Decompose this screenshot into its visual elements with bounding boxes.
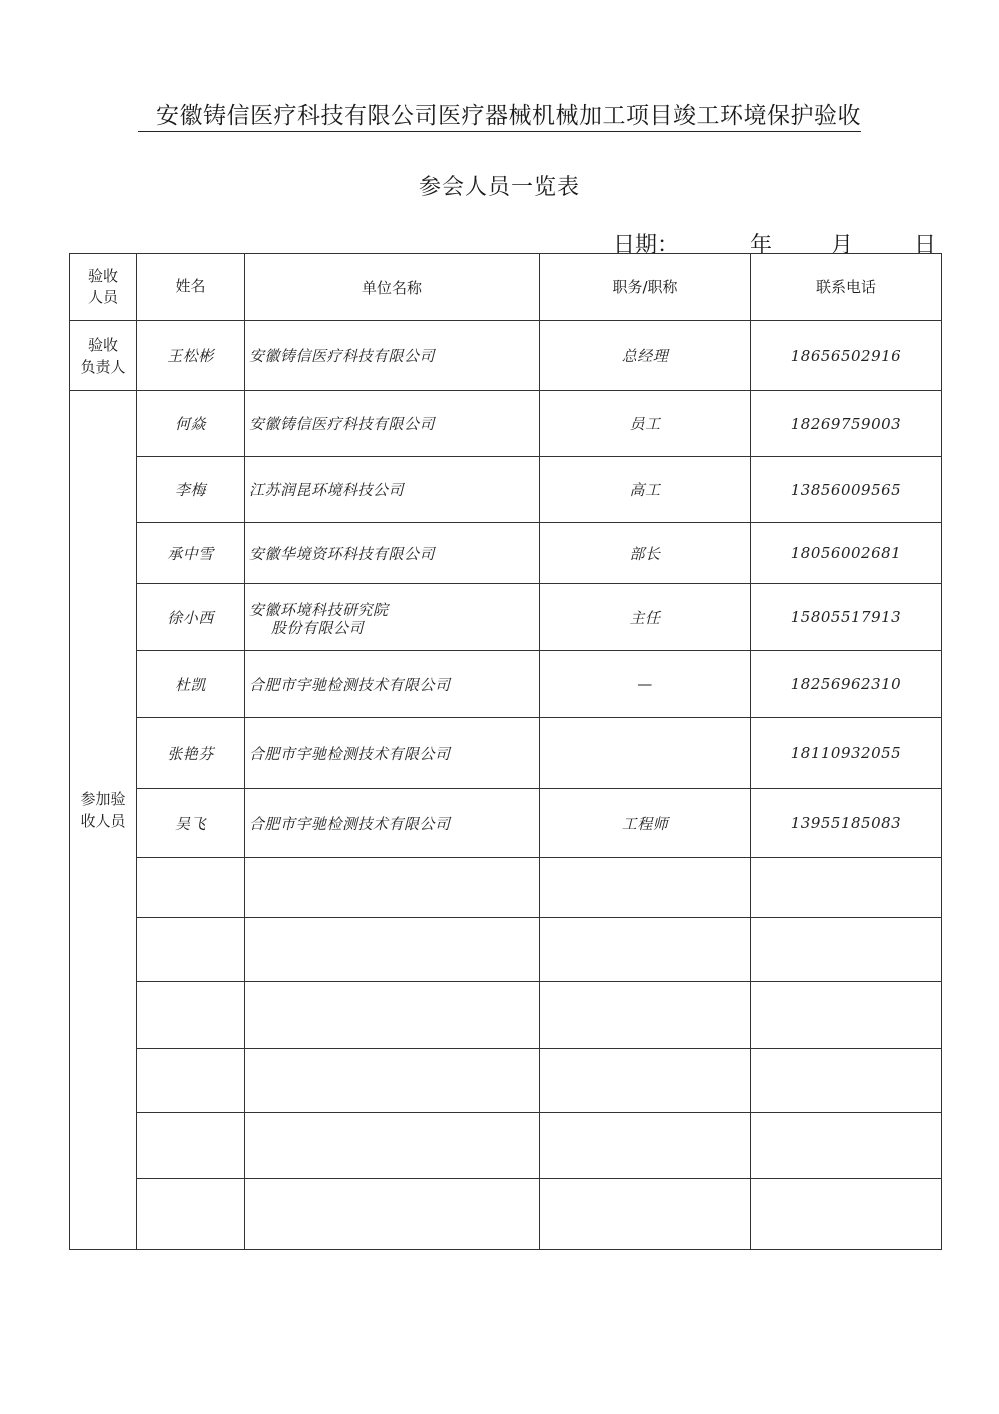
- participant-unit-text: 合肥市宇驰检测技术有限公司: [249, 744, 451, 763]
- participant-phone-text: 13955185083: [790, 814, 902, 832]
- participant-name-text: 徐小西: [167, 608, 214, 627]
- participant-unit: [245, 523, 540, 584]
- participant-phone: [751, 858, 942, 918]
- participant-phone: [751, 1049, 942, 1113]
- participant-phone: [751, 982, 942, 1049]
- participant-position: [540, 651, 751, 718]
- participant-name-text: 李梅: [174, 481, 206, 499]
- participant-position: [540, 584, 751, 651]
- participant-phone: [751, 651, 942, 718]
- header-group: [70, 254, 137, 321]
- participant-name: [137, 858, 245, 918]
- participant-label: 参加验 收人员: [70, 391, 137, 1250]
- table-row: [70, 523, 942, 584]
- participant-name: [137, 718, 245, 789]
- participant-name-text: 承中雪: [167, 544, 214, 563]
- participant-phone: [751, 391, 942, 457]
- participant-phone-text: 18056002681: [790, 544, 902, 562]
- participant-position: [540, 858, 751, 918]
- date-label: 日期：: [613, 233, 680, 258]
- participant-unit: [245, 584, 540, 651]
- participant-position: [540, 918, 751, 982]
- participant-name-text: 张艳芬: [167, 744, 214, 763]
- participant-position: [540, 1113, 751, 1179]
- table-row: [70, 1113, 942, 1179]
- leader-unit: 安徽铸信医疗科技有限公司: [245, 321, 540, 391]
- participant-phone: [751, 1179, 942, 1250]
- participant-unit: [245, 651, 540, 718]
- participant-phone: [751, 789, 942, 858]
- table-row: [70, 918, 942, 982]
- participant-name: [137, 391, 245, 457]
- participant-unit-text: 合肥市宇驰检测技术有限公司: [249, 675, 451, 694]
- participant-unit: [245, 1113, 540, 1179]
- participant-name-text: 吴飞: [174, 814, 206, 833]
- participant-phone: [751, 918, 942, 982]
- participant-phone-text: 18256962310: [790, 675, 902, 693]
- table-row: [70, 789, 942, 858]
- participant-position-text: 员工: [629, 415, 661, 433]
- participant-unit: [245, 982, 540, 1049]
- date-day: 日: [914, 233, 937, 258]
- table-row: [70, 1049, 942, 1113]
- header-group-text: 验收 人员: [87, 267, 118, 306]
- participant-position-text: 部长: [629, 544, 661, 563]
- leader-label: 验收 负责人: [70, 321, 137, 391]
- participant-phone: [751, 718, 942, 789]
- participant-position: [540, 789, 751, 858]
- participant-name: [137, 523, 245, 584]
- header-position: 职务/职称: [540, 254, 751, 321]
- table-row: [70, 457, 942, 523]
- date-year: 年: [750, 233, 773, 258]
- participant-position: [540, 391, 751, 457]
- leader-row: [70, 321, 942, 391]
- participant-phone: [751, 523, 942, 584]
- participant-position: [540, 523, 751, 584]
- participant-name: [137, 584, 245, 651]
- participant-position-text: 高工: [629, 481, 661, 499]
- date-month: 月: [831, 233, 854, 258]
- participant-position: [540, 1179, 751, 1250]
- participant-position-text: 主任: [629, 608, 661, 627]
- participant-unit-text: 安徽铸信医疗科技有限公司: [249, 415, 436, 433]
- participant-unit-text: 江苏润昆环境科技公司: [249, 481, 405, 499]
- participant-unit: [245, 1179, 540, 1250]
- table-row: [70, 391, 942, 457]
- participant-unit: [245, 1049, 540, 1113]
- participant-unit: [245, 858, 540, 918]
- table-row: [70, 1179, 942, 1250]
- leader-position: 总经理: [540, 321, 751, 391]
- table-row: [70, 858, 942, 918]
- participant-name: [137, 1049, 245, 1113]
- participant-position-text: —: [637, 675, 653, 693]
- table-row: [70, 651, 942, 718]
- participant-phone-text: 18110932055: [790, 744, 902, 762]
- document-subtitle: 参会人员一览表: [418, 175, 580, 200]
- participant-position-text: 工程师: [621, 814, 669, 833]
- participant-phone: [751, 457, 942, 523]
- participant-unit-text: 合肥市宇驰检测技术有限公司: [249, 814, 451, 833]
- participant-unit: [245, 789, 540, 858]
- participant-name-text: 何焱: [174, 415, 206, 433]
- participant-position: [540, 718, 751, 789]
- leader-phone: 18656502916: [751, 321, 942, 391]
- header-name: 姓名: [137, 254, 245, 321]
- attendee-table: [69, 253, 942, 1250]
- participant-unit: [245, 918, 540, 982]
- participant-unit-text: 安徽环境科技研究院: [249, 600, 389, 619]
- header-row: [70, 254, 942, 321]
- document-title: 安徽铸信医疗科技有限公司医疗器械机械加工项目竣工环境保护验收: [0, 97, 999, 130]
- participant-unit-text: 安徽华境资环科技有限公司: [249, 544, 436, 563]
- participant-unit: [245, 718, 540, 789]
- participant-name: [137, 789, 245, 858]
- participant-phone: [751, 1113, 942, 1179]
- table-row: [70, 718, 942, 789]
- participant-name: [137, 457, 245, 523]
- participant-position: [540, 457, 751, 523]
- leader-name: 王松彬: [137, 321, 245, 391]
- participant-name: [137, 918, 245, 982]
- participant-name-text: 杜凯: [174, 675, 206, 694]
- participant-name: [137, 1113, 245, 1179]
- participant-unit: [245, 457, 540, 523]
- header-unit: 单位名称: [245, 254, 540, 321]
- participant-phone-text: 18269759003: [790, 414, 902, 433]
- participant-name: [137, 982, 245, 1049]
- participant-name: [137, 1179, 245, 1250]
- header-phone: 联系电话: [751, 254, 942, 321]
- participant-position: [540, 982, 751, 1049]
- participant-position: [540, 1049, 751, 1113]
- table-row: [70, 584, 942, 651]
- participant-phone-text: 13856009565: [790, 480, 902, 499]
- participant-name: [137, 651, 245, 718]
- participant-unit: [245, 391, 540, 457]
- table-row: [70, 982, 942, 1049]
- participant-phone-text: 15805517913: [790, 608, 902, 626]
- participant-phone: [751, 584, 942, 651]
- participant-unit-line2: 股份有限公司: [271, 618, 365, 637]
